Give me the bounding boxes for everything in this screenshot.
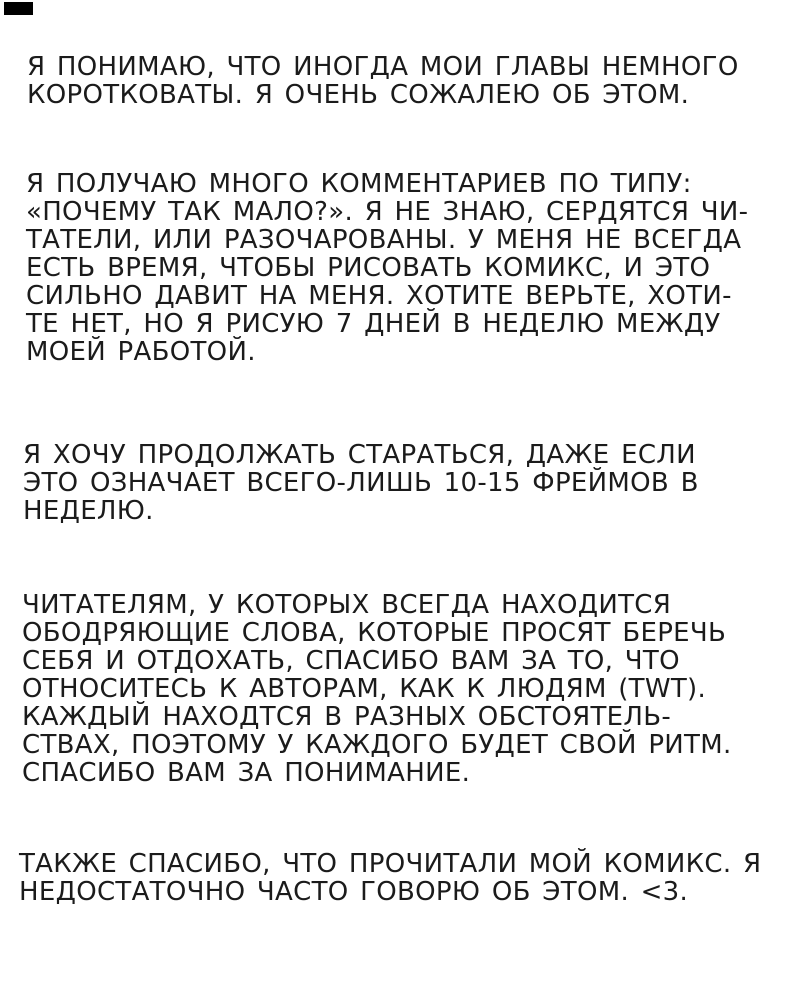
- text-line: ТАТЕЛИ, ИЛИ РАЗОЧАРОВАНЫ. У МЕНЯ НЕ ВСЕГДА: [26, 225, 742, 255]
- paragraph-thanks-reading: [19, 850, 761, 906]
- paragraph-comments: [26, 170, 748, 366]
- paragraph-apology: [27, 53, 739, 109]
- text-line: СТВАХ, ПОЭТОМУ У КАЖДОГО БУДЕТ СВОЙ РИТМ.: [22, 730, 732, 760]
- text-line: ТАКЖЕ СПАСИБО, ЧТО ПРОЧИТАЛИ МОЙ КОМИКС. Я: [19, 849, 762, 879]
- text-line: ОТНОСИТЕСЬ К АВТОРАМ, КАК К ЛЮДЯМ (TWT).: [22, 674, 707, 704]
- text-line: ТЕ НЕТ, НО Я РИСУЮ 7 ДНЕЙ В НЕДЕЛЮ МЕЖДУ: [26, 309, 721, 339]
- text-line: ЕСТЬ ВРЕМЯ, ЧТОБЫ РИСОВАТЬ КОМИКС, И ЭТО: [26, 253, 711, 283]
- paragraph-thanks-readers: [22, 591, 732, 787]
- text-line: КАЖДЫЙ НАХОДТСЯ В РАЗНЫХ ОБСТОЯТЕЛЬ-: [22, 702, 672, 732]
- corner-black-mark: [4, 2, 33, 15]
- text-line: «ПОЧЕМУ ТАК МАЛО?». Я НЕ ЗНАЮ, СЕРДЯТСЯ ЧИ-: [26, 197, 749, 227]
- paragraph-keep-trying: [23, 441, 699, 525]
- text-line: НЕДЕЛЮ.: [23, 496, 154, 526]
- text-line: ОБОДРЯЮЩИЕ СЛОВА, КОТОРЫЕ ПРОСЯТ БЕРЕЧЬ: [22, 618, 727, 648]
- text-line: Я ПОЛУЧАЮ МНОГО КОММЕНТАРИЕВ ПО ТИПУ:: [26, 169, 692, 199]
- text-line: СЕБЯ И ОТДОХАТЬ, СПАСИБО ВАМ ЗА ТО, ЧТО: [22, 646, 680, 676]
- text-line: СПАСИБО ВАМ ЗА ПОНИМАНИЕ.: [22, 758, 471, 788]
- text-line: ЭТО ОЗНАЧАЕТ ВСЕГО-ЛИШЬ 10-15 ФРЕЙМОВ В: [23, 468, 699, 498]
- text-line: Я ПОНИМАЮ, ЧТО ИНОГДА МОИ ГЛАВЫ НЕМНОГО: [27, 52, 739, 82]
- text-line: НЕДОСТАТОЧНО ЧАСТО ГОВОРЮ ОБ ЭТОМ. <3.: [19, 877, 689, 907]
- text-line: МОЕЙ РАБОТОЙ.: [26, 337, 256, 367]
- text-line: Я ХОЧУ ПРОДОЛЖАТЬ СТАРАТЬСЯ, ДАЖЕ ЕСЛИ: [23, 440, 696, 470]
- text-line: КОРОТКОВАТЫ. Я ОЧЕНЬ СОЖАЛЕЮ ОБ ЭТОМ.: [27, 80, 690, 110]
- text-line: СИЛЬНО ДАВИТ НА МЕНЯ. ХОТИТЕ ВЕРЬТЕ, ХОТИ-: [26, 281, 732, 311]
- text-line: ЧИТАТЕЛЯМ, У КОТОРЫХ ВСЕГДА НАХОДИТСЯ: [22, 590, 672, 620]
